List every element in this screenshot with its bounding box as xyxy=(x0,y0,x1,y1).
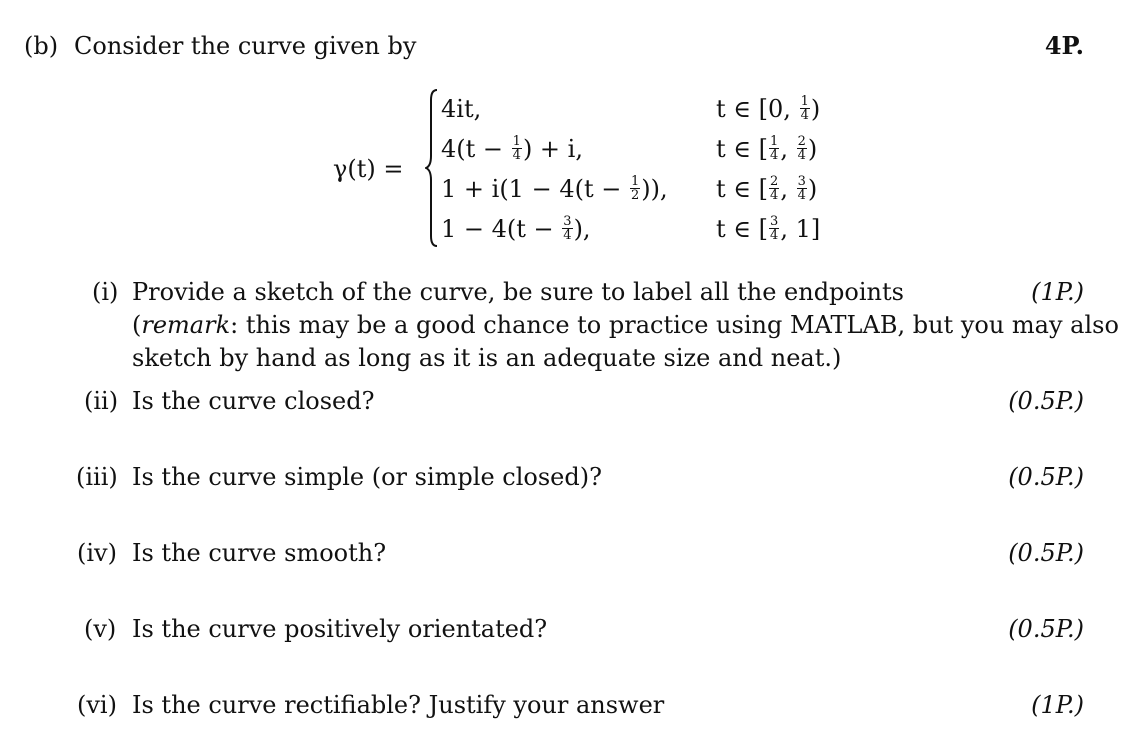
question-label-v: (v) xyxy=(84,615,117,643)
case-expr-4: 1 − 4(t − $\frac{3}{4}$ ), xyxy=(441,214,591,243)
fraction: $\frac{3}{4}$ xyxy=(770,214,779,243)
question-text-vi: Is the curve rectifiable? Justify your answer xyxy=(132,691,665,719)
intro-text: Consider the curve given by xyxy=(74,32,417,60)
question-remark-line-1: (remark: this may be a good chance to practice using MATLAB, but you may also xyxy=(132,311,1119,339)
case-expr-1: 4it, xyxy=(441,95,482,123)
total-points: 4P. xyxy=(1044,31,1084,60)
question-remark-line-2: sketch by hand as long as it is an adequate size and neat.) xyxy=(132,344,842,372)
case-interval-1: t ∈ [0, $\frac{1}{4}$ ) xyxy=(716,94,821,123)
equation-lhs: γ(t) = xyxy=(333,155,404,183)
left-brace xyxy=(425,88,439,248)
case-interval-2: t ∈ [ $\frac{1}{4}$ , $\frac{2}{4}$ ) xyxy=(716,134,818,163)
case-interval-3: t ∈ [ $\frac{2}{4}$ , $\frac{3}{4}$ ) xyxy=(716,174,818,203)
case-interval-4: t ∈ [ $\frac{3}{4}$ , 1] xyxy=(716,214,821,243)
fraction: $\frac{2}{4}$ xyxy=(797,134,806,163)
question-points-iii: (0.5P.) xyxy=(1008,463,1084,491)
question-text-i: Provide a sketch of the curve, be sure to label all the endpoints xyxy=(132,278,904,306)
question-label-vi: (vi) xyxy=(77,691,117,719)
fraction: $\frac{1}{4}$ xyxy=(512,134,521,163)
case-expr-3: 1 + i(1 − 4(t − $\frac{1}{2}$ )), xyxy=(441,174,668,203)
case-expr-2: 4(t − $\frac{1}{4}$ ) + i, xyxy=(441,134,583,163)
question-points-ii: (0.5P.) xyxy=(1008,387,1084,415)
fraction: $\frac{2}{4}$ xyxy=(770,174,779,203)
question-text-ii: Is the curve closed? xyxy=(132,387,375,415)
question-points-vi: (1P.) xyxy=(1031,691,1084,719)
question-label-iii: (iii) xyxy=(76,463,118,491)
fraction: $\frac{1}{4}$ xyxy=(770,134,779,163)
fraction: $\frac{1}{4}$ xyxy=(800,94,809,123)
question-text-iv: Is the curve smooth? xyxy=(132,539,387,567)
question-points-i: (1P.) xyxy=(1031,278,1084,306)
fraction: $\frac{1}{2}$ xyxy=(630,174,640,203)
question-points-v: (0.5P.) xyxy=(1008,615,1084,643)
question-label-ii: (ii) xyxy=(84,387,119,415)
fraction: $\frac{3}{4}$ xyxy=(563,214,572,243)
question-text-v: Is the curve positively orientated? xyxy=(132,615,548,643)
remark-word: remark xyxy=(141,311,231,339)
question-points-iv: (0.5P.) xyxy=(1008,539,1084,567)
question-label-i: (i) xyxy=(92,278,119,306)
question-label-iv: (iv) xyxy=(77,539,117,567)
part-label: (b) xyxy=(24,32,59,60)
question-text-iii: Is the curve simple (or simple closed)? xyxy=(132,463,602,491)
fraction: $\frac{3}{4}$ xyxy=(797,174,806,203)
